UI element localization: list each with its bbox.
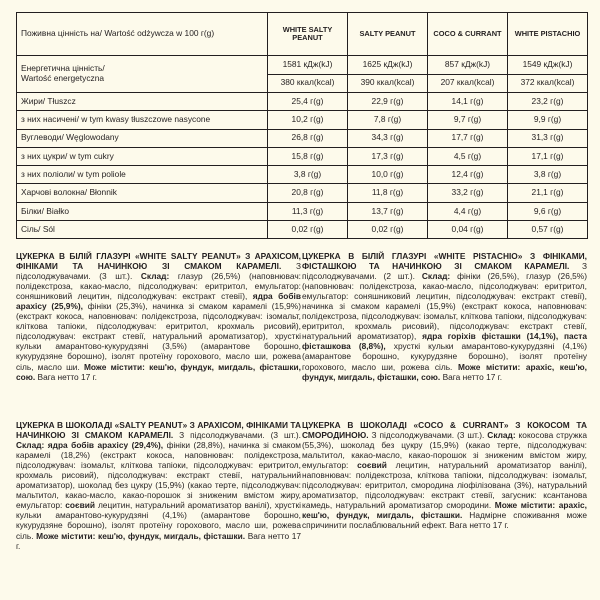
product-description-white-salty-peanut: ЦУКЕРКА В БІЛІЙ ГЛАЗУРІ «WHITE SALTY PEANUT» З АРАХІСОМ, ФІНІКАМИ ТА НАЧИНКОЮ ЗІ СМАКОМ КАРАМЕЛІ. З підсолоджувачами. (3 шт.). Склад: глазур (26,5%) (наповнювач: полідекстроза, какао-масло, підсолоджувач: еритритол, емульгатор: соняшниковий лецитин, підсолоджувач: екстракт стевії), ядра бобів арахісу (25,9%), фініки (25,3%), начинка зі смаком карамелі (15,9%) (екстракт кокоса, наповнювач: полідекстроза, підсолоджувач: ізомальт, кліткова тапіоки, підсолоджувач: еритритол, крохмаль рисовий), підсолоджувач: екстракт стевії, натуральний ароматизатор), хрусткі кульки амарантово-кукурудзяні (3,5%) (амарантове борошно, кукурудзяне борошно), ізолят протеїну горохового, масло ши, рожева сіль, масло ши. Може містити: кеш'ю, фундук, мигдаль, фісташки, сою. Вага нетто 17 г. [16,251,302,382]
product-header: WHITE PISTACHIO [508,13,588,56]
table-row: з них цукри/ w tym cukry 15,8 г(g) 17,3 г(g) 4,5 г(g) 17,1 г(g) [17,147,588,165]
product-description-coco-currant: ЦУКЕРКА В ШОКОЛАДІ «COCO & CURRANT» З КОКОСОМ ТА СМОРОДИНОЮ. З підсолоджувачами. (3 шт.). Склад: кокосова стружка (55,3%), шоколад без цукру (15,9%) (какао терте, підсолоджувач: мальтитол, какао-масло, какао-порошок зі зниженим вмістом жиру, емульгатор: соєвий лецитин, натуральний ароматизатор ванілі), наповнювач: полідекстроза, кліткова тапіоки, підсолоджувач: ізомальт, підсолоджувач: еритритол, смородина ліофілізована (3%), натуральний ароматизатор, підсолоджувач: екстракт стевії, загусник: ксантанова камедь, натуральний ароматизатор смородини. Може містити: арахіс, кеш'ю, фундук, мигдаль, фісташки. Надмірне споживання може спричинити послаблювальний ефект. Вага нетто 17 г. [302,420,588,531]
energy-cell: 857 кДж(kJ) 207 ккал(kcal) [428,56,508,93]
product-description-salty-peanut: ЦУКЕРКА В ШОКОЛАДІ «SALTY PEANUT» З АРАХІСОМ, ФІНІКАМИ ТА НАЧИНКОЮ ЗІ СМАКОМ КАРАМЕЛІ. З підсолоджувачами. (3 шт.). Склад: ядра бобів арахісу (29,4%), фініки (28,8%), начинка зі смаком карамелі (18,2%) (екстракт кокоса, наповнювач: полідекстроза, підсолоджувач: ізомальт, кліткова тапіоки, підсолоджувач: еритритол, крохмаль рисовий), підсолоджувач: екстракт стевії, натуральний ароматизатор), шоколад без цукру (15,9%) (какао терте, підсолоджувач: мальтитол, какао-масло, какао-порошок зі зниженим вмістом жиру, емульгатор: соєвий лецитин, натуральний ароматизатор ванілі), хрусткі кульки амарантово-кукурудзяні (4,1%) (амарантове борошно, кукурудзяне борошно), ізолят протеїну горохового, масло ши, рожева сіль. Може містити: кеш'ю, фундук, мигдаль, фісташки. Вага нетто 17 г. [16,420,302,551]
product-title: ЦУКЕРКА В БІЛІЙ ГЛАЗУРІ «WHITE PISTACHIO» З ФІНІКАМИ, ФІСТАШКОЮ ТА НАЧИНКОЮ ЗІ СМАКОМ КАРАМЕЛІ. [302,251,587,272]
table-row: Вуглеводи/ Węglowodany 26,8 г(g) 34,3 г(g) 17,7 г(g) 31,3 г(g) [17,129,588,147]
table-row: з них насичені/ w tym kwasy tłuszczowe nasycone 10,2 г(g) 7,8 г(g) 9,7 г(g) 9,9 г(g) [17,111,588,129]
nutrition-table [16,12,588,239]
table-row: Білки/ Białko 11,3 г(g) 13,7 г(g) 4,4 г(g) 9,6 г(g) [17,202,588,220]
table-row: з них поліоли/ w tym poliole 3,8 г(g) 10,0 г(g) 12,4 г(g) 3,8 г(g) [17,166,588,184]
product-header: WHITE SALTY PEANUT [268,13,348,56]
product-description-white-pistachio: ЦУКЕРКА В БІЛІЙ ГЛАЗУРІ «WHITE PISTACHIO» З ФІНІКАМИ, ФІСТАШКОЮ ТА НАЧИНКОЮ ЗІ СМАКОМ КАРАМЕЛІ. З підсолоджувачами. (2 шт.). Склад: фініки (26,5%), глазур (26,5%) (наповнювач: полідекстроза, какао-масло, підсолоджувач: еритритол, емульгатор: соняшниковий лецитин, підсолоджувач: екстракт стевії), начинка зі смаком карамелі (15,9%) (екстракт кокоса, наповнювач: полідекстроза, підсолоджувач: ізомальт, кліткова тапіоки, підсолоджувач: еритритол, крохмаль рисовий), підсолоджувач: екстракт стевії, натуральний ароматизатор), ядра горіхів фісташки (14,1%), паста фісташкова (8,8%), хрусткі кульки амарантово-кукурудзяні (4,1%) (амарантове борошно, кукурудзяне борошно), ізолят протеїну горохового, масло ши, рожева сіль. Може містити: арахіс, кеш'ю, фундук, мигдаль, фісташки, сою. Вага нетто 17 г. [302,251,588,382]
table-row: Харчові волокна/ Błonnik 20,8 г(g) 11,8 г(g) 33,2 г(g) 21,1 г(g) [17,184,588,202]
energy-label: Енергетична цінність/ Wartość energetyczna [17,56,268,93]
energy-cell: 1581 кДж(kJ) 380 ккал(kcal) [268,56,348,93]
energy-row [17,56,588,93]
table-row: Жири/ Tłuszcz 25,4 г(g) 22,9 г(g) 14,1 г(g) 23,2 г(g) [17,93,588,111]
product-title: ЦУКЕРКА В ШОКОЛАДІ «COCO & CURRANT» З КОКОСОМ ТА СМОРОДИНОЮ. [302,420,587,441]
table-header-label: Поживна цінність на/ Wartość odżywcza w 100 г(g) [17,13,268,56]
product-title: ЦУКЕРКА В БІЛІЙ ГЛАЗУРІ «WHITE SALTY PEANUT» З АРАХІСОМ, ФІНІКАМИ ТА НАЧИНКОЮ ЗІ СМАКОМ КАРАМЕЛІ. [16,251,301,272]
table-header-row [17,13,588,56]
energy-cell: 1549 кДж(kJ) 372 ккал(kcal) [508,56,588,93]
energy-cell: 1625 кДж(kJ) 390 ккал(kcal) [348,56,428,93]
product-header: SALTY PEANUT [348,13,428,56]
table-row: Сіль/ Sól 0,02 г(g) 0,02 г(g) 0,04 г(g) 0,57 г(g) [17,221,588,239]
product-title: ЦУКЕРКА В ШОКОЛАДІ «SALTY PEANUT» З АРАХІСОМ, ФІНІКАМИ ТА НАЧИНКОЮ ЗІ СМАКОМ КАРАМЕЛІ. [16,420,301,441]
product-header: COCO & CURRANT [428,13,508,56]
